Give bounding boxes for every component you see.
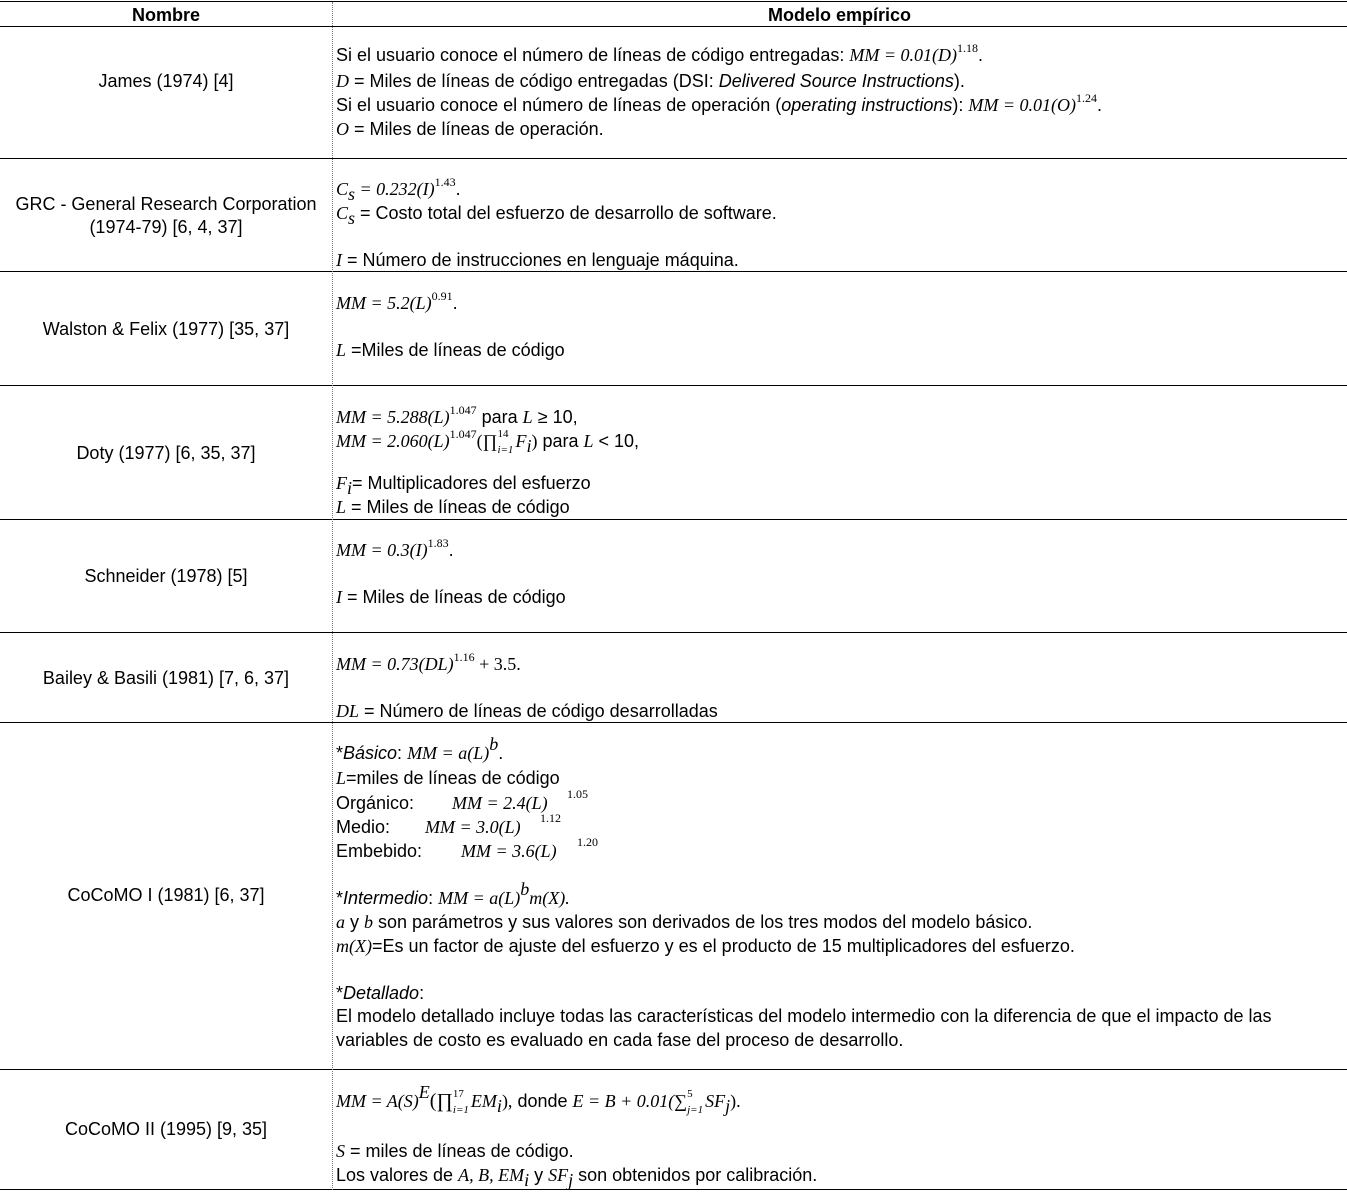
row-name-bailey-basili: Bailey & Basili (1981) [7, 6, 37] <box>42 668 290 688</box>
table-top-rule <box>0 1 1347 2</box>
row-name-doty: Doty (1977) [6, 35, 37] <box>76 443 256 463</box>
table-bottom-rule <box>0 1189 1347 1190</box>
row-divider <box>0 385 1347 386</box>
row-name-schneider: Schneider (1978) [5] <box>84 566 248 586</box>
row-name-grc: GRC - General Research Corporation (1974-79) [6, 4, 37] <box>15 194 317 237</box>
row-name-cocomo-i: CoCoMO I (1981) [6, 37] <box>67 885 265 905</box>
header-rule <box>0 26 1347 27</box>
row-divider <box>0 158 1347 159</box>
row-divider <box>0 1069 1347 1070</box>
row-divider <box>0 519 1347 520</box>
row-name-walston-felix: Walston & Felix (1977) [35, 37] <box>42 319 290 339</box>
row-name-james: James (1974) [4] <box>98 71 234 91</box>
header-nombre: Nombre <box>131 5 200 25</box>
column-separator <box>332 2 333 1190</box>
row-name-cocomo-ii: CoCoMO II (1995) [9, 35] <box>64 1119 268 1139</box>
row-divider <box>0 632 1347 633</box>
row-divider <box>0 271 1347 272</box>
row-divider <box>0 722 1347 723</box>
header-modelo: Modelo empírico <box>767 5 911 25</box>
